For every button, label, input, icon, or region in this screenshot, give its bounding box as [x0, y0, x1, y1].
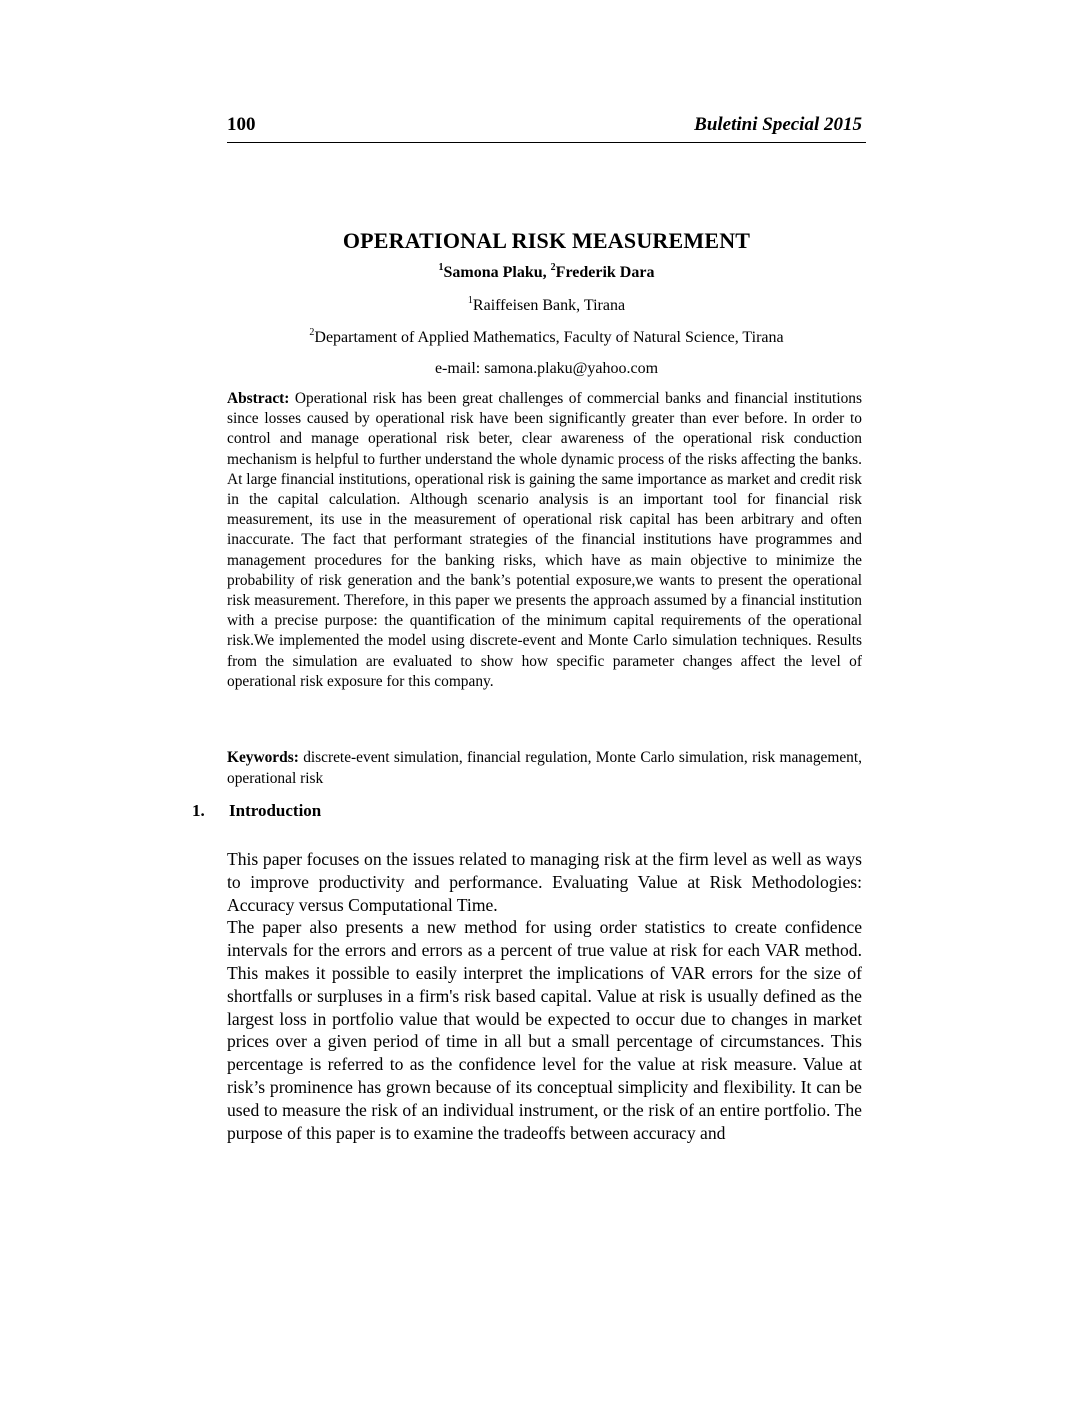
affiliation1-text: Raiffeisen Bank, Tirana — [472, 297, 626, 314]
section-title: Introduction — [229, 801, 322, 820]
affiliation-2 — [227, 329, 866, 347]
author2-name: Frederik Dara — [555, 264, 655, 281]
author1-superscript: 1 — [438, 262, 444, 273]
keywords-label: Keywords: — [227, 749, 299, 766]
paper-title: OPERATIONAL RISK MEASUREMENT — [342, 228, 751, 253]
abstract-text: Operational risk has been great challenges of commercial banks and financial institutions since losses caused by operational risk have been significantly greater than ever before. In order to control and manage operational risk beter, clear awareness of the operational risk conduction mechanism is helpful to further understand the whole dynamic process of the risks affecting the banks. At large financial institutions, operational risk is gaining the same importance as market and credit risk in the capital calculation. Although scenario analysis is an important tool for financial risk measurement, its use in the measurement of operational risk capital has been arbitrary and often inaccurate. The fact that performant strategies of the financial institutions have programmes and management procedures for the banking risks, which have as main objective to minimize the probability of risk generation and the bank’s potential exposure,we wants to present the operational risk measurement. Therefore, in this paper we presents the approach assumed by a financial institution with a precise purpose: the quantification of the minimum capital requirements of the operational risk.We implemented the model using discrete-event and Monte Carlo simulation techniques. Results from the simulation are evaluated to show how specific parameter changes affect the level of operational risk exposure for this company. — [227, 390, 862, 690]
affiliation2-text: Departament of Applied Mathematics, Faculty of Natural Science, Tirana — [314, 329, 784, 346]
author1-name: Samona Plaku, — [443, 264, 547, 281]
intro-paragraph-2: The paper also presents a new method for using order statistics to create confidence intervals for the errors and errors as a percent of true value at risk for each VAR method. This makes it possible to easily interpret the implications of VAR errors for the size of shortfalls or surpluses in a firm's risk based capital. Value at risk is usually defined as the largest loss in portfolio value that would be expected to occur due to changes in market prices over a given period of time in all but a small percentage of circumstances. This percentage is referred to as the confidence level for the value at risk measure. Value at risk’s prominence has grown because of its conceptual simplicity and flexibility. It can be used to measure the risk of an individual instrument, or the risk of an entire portfolio. The purpose of this paper is to examine the tradeoffs between accuracy and — [227, 917, 862, 1143]
section-heading-introduction — [192, 801, 321, 821]
section-number: 1. — [192, 801, 205, 820]
abstract-label: Abstract: — [227, 390, 290, 407]
contact-email: e-mail: samona.plaku@yahoo.com — [434, 360, 659, 377]
introduction-body — [227, 848, 862, 1144]
affiliation2-superscript: 2 — [309, 327, 315, 338]
keywords-text: discrete-event simulation, financial regulation, Monte Carlo simulation, risk management, operational risk — [227, 749, 862, 787]
keywords — [227, 748, 862, 789]
author2-superscript: 2 — [550, 262, 556, 273]
author-list — [227, 264, 866, 282]
affiliation-1 — [227, 297, 866, 315]
journal-name: Buletini Special 2015 — [694, 114, 862, 135]
intro-paragraph-1: This paper focuses on the issues related to managing risk at the firm level as well as ways to improve productivity and performance. Evaluating Value at Risk Methodologies: Accuracy versus Computational Time. — [227, 849, 862, 915]
affiliation1-superscript: 1 — [467, 295, 473, 306]
abstract — [227, 389, 862, 692]
running-header — [227, 112, 866, 143]
page-number: 100 — [227, 114, 256, 135]
